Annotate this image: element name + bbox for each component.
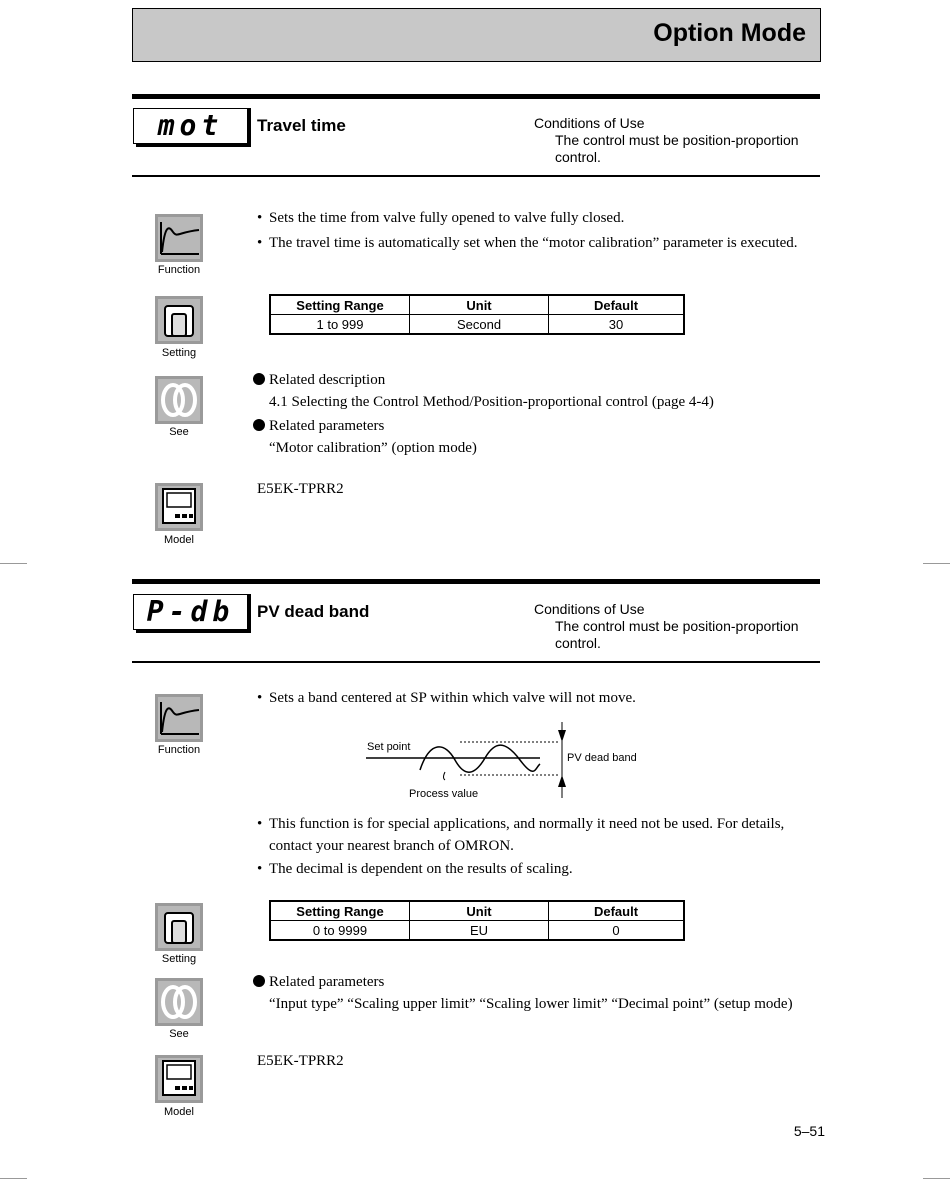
related-parameters: “Motor calibration” (option mode) [269,440,477,456]
cell-unit: Second [410,315,549,335]
parameter-code: P-db [146,595,235,628]
related-description: 4.1 Selecting the Control Method/Position-proportional control (page 4-4) [269,394,714,410]
parameter-code: mot [157,109,224,142]
process-value-label: Process value [409,788,479,800]
header-unit: Unit [410,295,549,315]
crop-mark [0,563,27,564]
dead-band-label: PV dead band [567,752,637,764]
lcd-display [133,108,248,144]
model-text: E5EK-TPRR2 [257,481,344,497]
parameter-title: PV dead band [257,602,370,621]
section-rule [132,94,820,99]
conditions-label: Conditions of Use [534,601,645,617]
bullet-item: • The travel time is automatically set when the “motor calibration” parameter is executed. [257,235,798,251]
setting-label: Setting [161,953,197,965]
function-icon [155,694,203,742]
model-icon [155,1055,203,1103]
header-unit: Unit [410,901,549,921]
bullet-item: • The decimal is dependent on the results of scaling. [257,861,573,877]
model-text: E5EK-TPRR2 [257,1053,344,1069]
dead-band-diagram [360,720,660,805]
related-description-heading: Related description [253,369,385,391]
header-range: Setting Range [270,901,410,921]
setting-icon [155,296,203,344]
setting-table [269,900,685,941]
function-icon [155,214,203,262]
cell-range: 0 to 9999 [270,921,410,941]
page-title: Option Mode [653,19,806,47]
section-rule [132,579,820,584]
divider-bar [248,594,251,631]
conditions-label: Conditions of Use [534,115,645,131]
bullet-item: • Sets the time from valve fully opened to valve fully closed. [257,210,625,226]
header-default: Default [549,901,685,921]
setting-table [269,294,685,335]
conditions-text: The control must be position-proportion control. [555,618,799,651]
section-rule [132,661,820,663]
function-label: Function [157,744,201,756]
parameter-title: Travel time [257,116,346,135]
setting-label: Setting [161,347,197,359]
see-label: See [169,1028,189,1040]
lcd-display [133,594,248,630]
set-point-label: Set point [367,741,411,753]
see-label: See [169,426,189,438]
see-icon [155,376,203,424]
cell-unit: EU [410,921,549,941]
cell-default: 0 [549,921,685,941]
related-parameters: “Input type” “Scaling upper limit” “Scaling lower limit” “Decimal point” (setup mode) [269,996,793,1012]
function-label: Function [157,264,201,276]
section-rule [132,175,820,177]
conditions-of-use [534,601,835,652]
bullet-item: • Sets a band centered at SP within which valve will not move. [257,690,636,706]
divider-bar [248,108,251,145]
related-parameters-heading: Related parameters [253,971,384,993]
conditions-text: The control must be position-proportion control. [555,132,799,165]
cell-range: 1 to 999 [270,315,410,335]
model-label: Model [164,534,194,546]
conditions-of-use [534,115,835,166]
model-label: Model [164,1106,194,1118]
cell-default: 30 [549,315,685,335]
page-header [132,8,821,62]
header-range: Setting Range [270,295,410,315]
page-number: 5–51 [793,1123,825,1139]
setting-icon [155,903,203,951]
crop-mark [923,563,950,564]
see-icon [155,978,203,1026]
model-icon [155,483,203,531]
related-parameters-heading: Related parameters [253,415,384,437]
bullet-item: • This function is for special applications, and normally it need not be used. For details, contact your nearest branch of OMRON. [257,816,785,854]
header-default: Default [549,295,685,315]
